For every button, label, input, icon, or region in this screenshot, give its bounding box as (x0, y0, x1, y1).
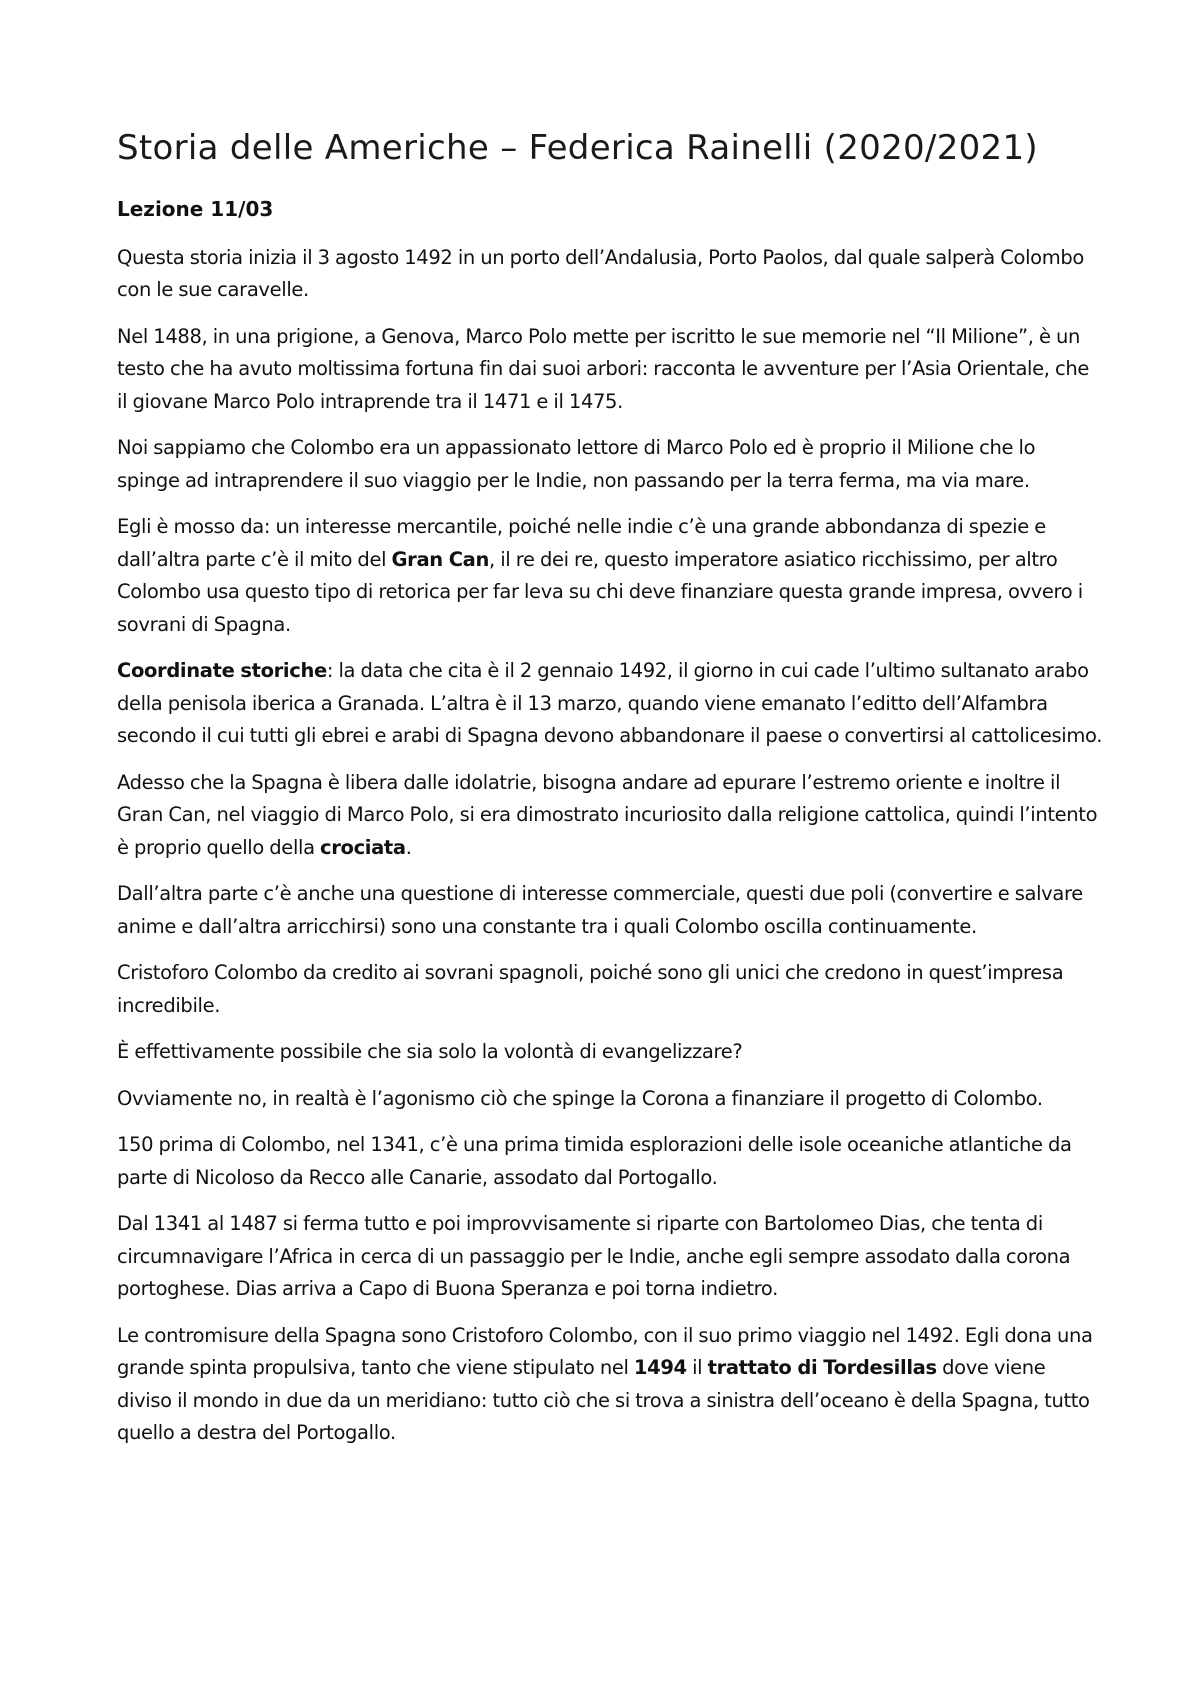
paragraph (117, 432, 1103, 497)
text-run: . (405, 835, 412, 859)
text-run: Ovviamente no, in realtà è l’agonismo ciò che spinge la Corona a finanziare il progetto di Colombo. (117, 1086, 1043, 1110)
document-body (117, 242, 1103, 1450)
document-page (117, 128, 1103, 1464)
paragraph (117, 321, 1103, 419)
text-run: Questa storia inizia il 3 agosto 1492 in un porto dell’Andalusia, Porto Paolos, dal quale salperà Colombo con le sue caravelle. (117, 245, 1084, 302)
bold-text-run: trattato di Tordesillas (707, 1356, 937, 1380)
paragraph (117, 878, 1103, 943)
bold-text-run: Gran Can (391, 547, 490, 571)
bold-text-run: 1494 (633, 1356, 687, 1380)
text-run: È effettivamente possibile che sia solo la volontà di evangelizzare? (117, 1040, 743, 1064)
text-run: Egli è mosso da: un interesse mercantile, poiché nelle indie c’è una grande abbondanza di spezie e dall’altra parte c’è il mito del (117, 515, 1046, 571)
text-run: : la data che cita è il 2 gennaio 1492, il giorno in cui cade l’ultimo sultanato arabo della penisola iberica a Granada. L’altra è il 13 marzo, quando viene emanato l’editto dell’Alfambra secondo il cui tutti gli ebrei e arabi di Spagna devono abbandonare il paese o convertirsi al cattolicesimo. (117, 659, 1103, 748)
text-run: Nel 1488, in una prigione, a Genova, Marco Polo mette per iscritto le sue memorie nel “Il Milione”, è un testo che ha avuto moltissima fortuna fin dai suoi arbori: racconta le avventure per l’Asia Orientale, che il giovane Marco Polo intraprende tra il 1471 e il 1475. (117, 324, 1089, 413)
paragraph (117, 655, 1103, 753)
paragraph (117, 1083, 1103, 1116)
bold-text-run: Coordinate storiche (117, 659, 327, 683)
lesson-heading: Lezione 11/03 (117, 196, 274, 221)
text-run: Cristoforo Colombo da credito ai sovrani spagnoli, poiché sono gli unici che credono in quest’impresa incredibile. (117, 961, 1064, 1017)
text-run: Le contromisure della Spagna sono Cristoforo Colombo, con il suo primo viaggio nel 1492. Egli dona una grande spinta propulsiva, tanto che viene stipulato nel (117, 1323, 1093, 1380)
paragraph (117, 957, 1103, 1022)
paragraph (117, 1036, 1103, 1069)
bold-text-run: crociata (320, 835, 406, 859)
paragraph (117, 242, 1103, 307)
paragraph (117, 511, 1103, 641)
text-run: Noi sappiamo che Colombo era un appassionato lettore di Marco Polo ed è proprio il Milione che lo spinge ad intraprendere il suo viaggio per le Indie, non passando per la terra ferma, ma via mare. (117, 436, 1036, 492)
text-run: il (686, 1356, 708, 1380)
paragraph (117, 1129, 1103, 1194)
paragraph (117, 1320, 1103, 1450)
text-run: Dal 1341 al 1487 si ferma tutto e poi improvvisamente si riparte con Bartolomeo Dias, che tenta di circumnavigare l’Africa in cerca di un passaggio per le Indie, anche egli sempre assodato dalla corona portoghese. Dias arriva a Capo di Buona Speranza e poi torna indietro. (117, 1212, 1071, 1301)
text-run: Adesso che la Spagna è libera dalle idolatrie, bisogna andare ad epurare l’estremo oriente e inoltre il Gran Can, nel viaggio di Marco Polo, si era dimostrato incuriosito dalla religione cattolica, quindi l’intento è proprio quello della (117, 770, 1098, 859)
text-run: dove viene diviso il mondo in due da un meridiano: tutto ciò che si trova a sinistra dell’oceano è della Spagna, tutto quello a destra del Portogallo. (117, 1356, 1090, 1445)
paragraph (117, 767, 1103, 865)
text-run: 150 prima di Colombo, nel 1341, c’è una prima timida esplorazioni delle isole oceaniche atlantiche da parte di Nicoloso da Recco alle Canarie, assodato dal Portogallo. (117, 1133, 1072, 1189)
text-run: Dall’altra parte c’è anche una questione di interesse commerciale, questi due poli (convertire e salvare anime e dall’altra arricchirsi) sono una constante tra i quali Colombo oscilla continuamente. (117, 882, 1083, 938)
document-title: Storia delle Americhe – Federica Rainelli (2020/2021) (117, 128, 1038, 168)
text-run: , il re dei re, questo imperatore asiatico ricchissimo, per altro Colombo usa questo tipo di retorica per far leva su chi deve finanziare questa grande impresa, ovvero i sovrani di Spagna. (117, 547, 1083, 636)
paragraph (117, 1208, 1103, 1306)
